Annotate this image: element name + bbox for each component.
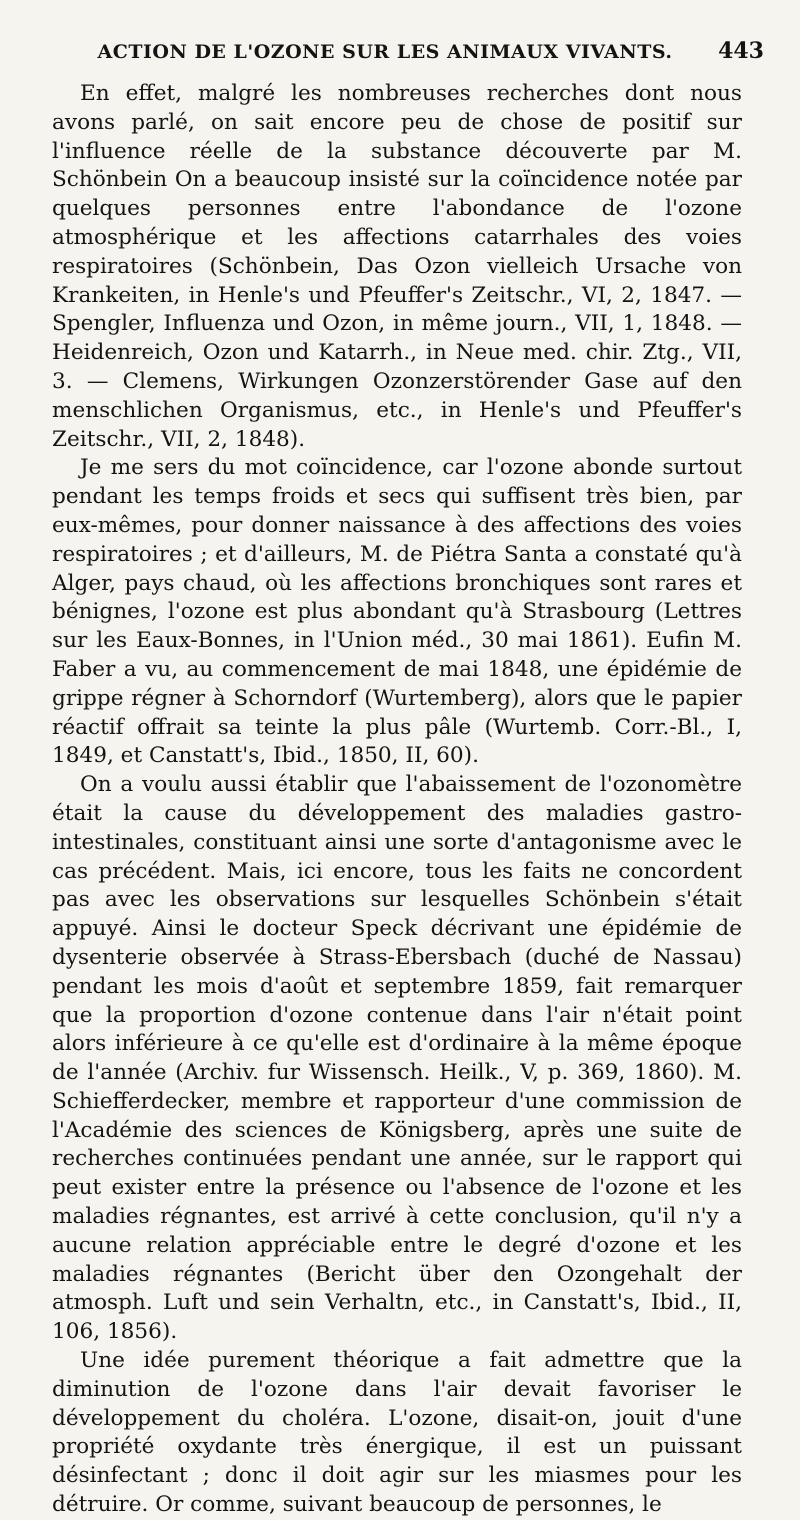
paragraph: Je me sers du mot coïncidence, car l'ozone abonde surtout pendant les temps froids et secs qui suffisent très bien, par eux-mêmes, pour donner naissance à des affections des voies respiratoires ; et d'ailleurs, M. de Piétra Santa a constaté qu'à Alger, pays chaud, où les affections bronchiques sont rares et bénignes, l'ozone est plus abondant qu'à Strasbourg (Lettres sur les Eaux-Bonnes, in l'Union méd., 30 mai 1861). Eufin M. Faber a vu, au commencement de mai 1848, une épidémie de grippe régner à Schorndorf (Wurtemberg), alors que le papier réactif offrait sa teinte la plus pâle (Wurtemb. Corr.-Bl., I, 1849, et Canstatt's, Ibid., 1850, II, 60). <box>52 455 742 769</box>
page-header <box>52 38 764 64</box>
paragraph: On a voulu aussi établir que l'abaissement de l'ozonomètre était la cause du développement des maladies gastro-intestinales, constituant ainsi une sorte d'antagonisme avec le cas précédent. Mais, ici encore, tous les faits ne concordent pas avec les observations sur lesquelles Schönbein s'était appuyé. Ainsi le docteur Speck décrivant une épidémie de dysenterie observée à Strass-Ebersbach (duché de Nassau) pendant les mois d'août et septembre 1859, fait remarquer que la proportion d'ozone contenue dans l'air n'était point alors inférieure à ce qu'elle est d'ordinaire à la même époque de l'année (Archiv. fur Wissensch. Heilk., V, p. 369, 1860). M. Schiefferdecker, membre et rapporteur d'une commission de l'Académie des sciences de Königsberg, après une suite de recherches continuées pendant une année, sur le rapport qui peut exister entre la présence ou l'absence de l'ozone et les maladies régnantes, est arrivé à cette conclusion, qu'il n'y a aucune relation appréciable entre le degré d'ozone et les maladies régnantes (Bericht über den Ozongehalt der atmosph. Luft und sein Verhaltn, etc., in Canstatt's, Ibid., II, 106, 1856). <box>52 772 742 1345</box>
paragraph: Une idée purement théorique a fait admettre que la diminution de l'ozone dans l'air devait favoriser le développement du choléra. L'ozone, disait-on, jouit d'une propriété oxydante très énergique, il est un puissant désinfectant ; donc il doit agir sur les miasmes pour les détruire. Or comme, suivant beaucoup de personnes, le <box>52 1348 742 1518</box>
paragraph: En effet, malgré les nombreuses recherches dont nous avons parlé, on sait encore peu de chose de positif sur l'influence réelle de la substance découverte par M. Schönbein On a beaucoup insisté sur la coïncidence notée par quelques personnes entre l'abondance de l'ozone atmosphérique et les affections catarrhales des voies respiratoires (Schönbein, Das Ozon vielleich Ursache von Krankeiten, in Henle's und Pfeuffer's Zeitschr., VI, 2, 1847. —Spengler, Influenza und Ozon, in même journ., VII, 1, 1848. — Heidenreich, Ozon und Katarrh., in Neue med. chir. Ztg., VII, 3. — Clemens, Wirkungen Ozonzerstörender Gase auf den menschlichen Organismus, etc., in Henle's und Pfeuffer's Zeitschr., VII, 2, 1848). <box>52 81 742 452</box>
page-body <box>52 80 742 1520</box>
running-title: ACTION DE L'OZONE SUR LES ANIMAUX VIVANTS. <box>97 41 673 63</box>
page-number: 443 <box>718 38 764 64</box>
